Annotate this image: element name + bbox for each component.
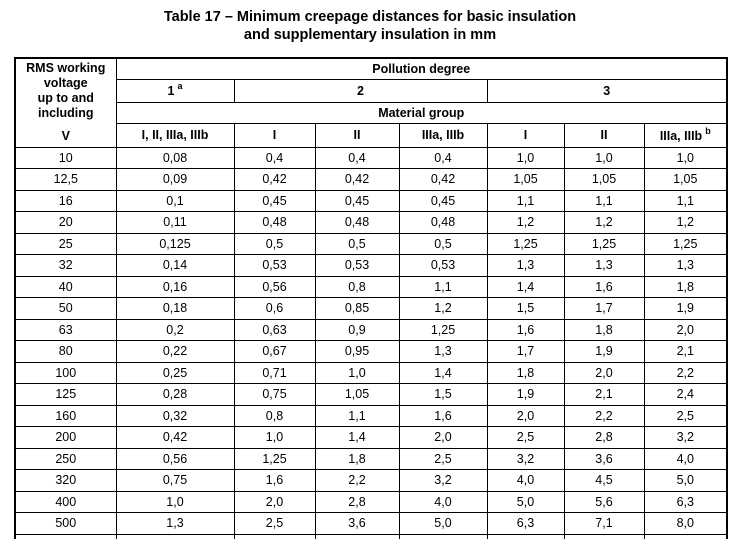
value-cell: 0,8 bbox=[234, 405, 315, 427]
value-cell: 2,0 bbox=[487, 405, 564, 427]
value-cell: 1,9 bbox=[644, 298, 727, 320]
value-cell: 2,2 bbox=[564, 405, 644, 427]
value-cell: 2,8 bbox=[315, 491, 399, 513]
table-row bbox=[15, 255, 727, 277]
value-cell: 0,1 bbox=[116, 190, 234, 212]
value-cell: 5,0 bbox=[644, 470, 727, 492]
voltage-cell: 12,5 bbox=[15, 169, 116, 191]
value-cell: 1,25 bbox=[564, 233, 644, 255]
table-row bbox=[15, 427, 727, 449]
footnote-marker-b: b bbox=[705, 125, 711, 136]
value-cell bbox=[315, 534, 399, 539]
value-cell: 1,1 bbox=[644, 190, 727, 212]
value-cell: 4,5 bbox=[564, 470, 644, 492]
value-cell: 1,8 bbox=[487, 362, 564, 384]
value-cell: 2,5 bbox=[399, 448, 487, 470]
voltage-cell: 400 bbox=[15, 491, 116, 513]
value-cell: 0,75 bbox=[116, 470, 234, 492]
value-cell: 2,0 bbox=[564, 362, 644, 384]
table-row bbox=[15, 491, 727, 513]
value-cell: 1,25 bbox=[487, 233, 564, 255]
value-cell: 1,8 bbox=[315, 448, 399, 470]
value-cell: 1,05 bbox=[487, 169, 564, 191]
value-cell: 1,1 bbox=[315, 405, 399, 427]
value-cell bbox=[399, 534, 487, 539]
material-group-header: Material group bbox=[116, 102, 727, 123]
value-cell: 1,8 bbox=[644, 276, 727, 298]
table-row bbox=[15, 212, 727, 234]
value-cell: 0,11 bbox=[116, 212, 234, 234]
value-cell: 1,05 bbox=[564, 169, 644, 191]
value-cell: 1,4 bbox=[487, 276, 564, 298]
value-cell: 2,5 bbox=[644, 405, 727, 427]
value-cell: 2,2 bbox=[315, 470, 399, 492]
value-cell: 2,4 bbox=[644, 384, 727, 406]
voltage-cell: 250 bbox=[15, 448, 116, 470]
value-cell: 0,56 bbox=[234, 276, 315, 298]
value-cell: 1,9 bbox=[564, 341, 644, 363]
table-row bbox=[15, 448, 727, 470]
value-cell: 0,56 bbox=[116, 448, 234, 470]
value-cell: 1,25 bbox=[399, 319, 487, 341]
pollution-degree-1-header bbox=[116, 79, 234, 102]
value-cell: 1,2 bbox=[644, 212, 727, 234]
table-title-line1: Table 17 – Minimum creepage distances for basic insulation bbox=[163, 9, 577, 25]
value-cell: 0,75 bbox=[234, 384, 315, 406]
value-cell: 0,71 bbox=[234, 362, 315, 384]
voltage-cell: 80 bbox=[15, 341, 116, 363]
material-group-col-3-header-label: II bbox=[353, 128, 361, 142]
value-cell: 0,42 bbox=[315, 169, 399, 191]
value-cell: 2,8 bbox=[564, 427, 644, 449]
voltage-cell: 25 bbox=[15, 233, 116, 255]
material-group-col-3-header bbox=[315, 123, 399, 147]
value-cell bbox=[564, 534, 644, 539]
value-cell: 0,48 bbox=[399, 212, 487, 234]
value-cell: 3,6 bbox=[315, 513, 399, 535]
voltage-cell: 320 bbox=[15, 470, 116, 492]
value-cell: 1,3 bbox=[487, 255, 564, 277]
value-cell: 0,5 bbox=[399, 233, 487, 255]
voltage-cell: 200 bbox=[15, 427, 116, 449]
table-row bbox=[15, 384, 727, 406]
value-cell: 0,32 bbox=[116, 405, 234, 427]
value-cell bbox=[644, 534, 727, 539]
value-cell: 1,1 bbox=[399, 276, 487, 298]
value-cell: 3,2 bbox=[644, 427, 727, 449]
value-cell: 2,0 bbox=[234, 491, 315, 513]
material-group-col-7-header-label: IIIa, IIIb bbox=[659, 129, 703, 144]
value-cell: 0,09 bbox=[116, 169, 234, 191]
value-cell: 4,0 bbox=[399, 491, 487, 513]
table-row bbox=[15, 233, 727, 255]
material-group-col-5-header-label: I bbox=[523, 128, 528, 142]
value-cell: 1,1 bbox=[564, 190, 644, 212]
value-cell: 1,3 bbox=[564, 255, 644, 277]
value-cell bbox=[116, 534, 234, 539]
pollution-degree-2-header bbox=[234, 79, 487, 102]
value-cell bbox=[487, 534, 564, 539]
value-cell: 1,9 bbox=[487, 384, 564, 406]
value-cell: 0,25 bbox=[116, 362, 234, 384]
value-cell: 0,9 bbox=[315, 319, 399, 341]
material-group-col-7-header bbox=[644, 123, 727, 147]
table-title bbox=[0, 0, 740, 44]
creepage-distance-table bbox=[14, 57, 728, 539]
rms-voltage-header-line: including bbox=[37, 106, 94, 121]
value-cell: 0,4 bbox=[315, 147, 399, 169]
rms-voltage-header-cell bbox=[15, 58, 116, 147]
value-cell: 2,1 bbox=[564, 384, 644, 406]
header-row-degrees bbox=[15, 79, 727, 102]
value-cell: 7,1 bbox=[564, 513, 644, 535]
value-cell: 0,6 bbox=[234, 298, 315, 320]
value-cell: 1,0 bbox=[644, 147, 727, 169]
material-group-col-6-header-label: II bbox=[600, 128, 608, 142]
material-group-col-2-header-label: I bbox=[272, 128, 277, 142]
value-cell: 0,45 bbox=[399, 190, 487, 212]
table-row bbox=[15, 513, 727, 535]
rms-voltage-header-line: RMS working bbox=[26, 61, 106, 76]
table-row bbox=[15, 341, 727, 363]
material-group-col-2-header bbox=[234, 123, 315, 147]
rms-voltage-header-line: voltage bbox=[43, 76, 88, 91]
value-cell: 2,0 bbox=[399, 427, 487, 449]
value-cell: 0,125 bbox=[116, 233, 234, 255]
value-cell: 1,2 bbox=[564, 212, 644, 234]
voltage-cell: 500 bbox=[15, 513, 116, 535]
table-row bbox=[15, 276, 727, 298]
value-cell: 2,5 bbox=[234, 513, 315, 535]
value-cell: 1,0 bbox=[564, 147, 644, 169]
value-cell: 1,2 bbox=[487, 212, 564, 234]
value-cell: 0,28 bbox=[116, 384, 234, 406]
value-cell: 1,05 bbox=[644, 169, 727, 191]
material-group-col-4-header-label: IIIa, IIIb bbox=[421, 128, 465, 142]
value-cell: 1,6 bbox=[564, 276, 644, 298]
table-row bbox=[15, 298, 727, 320]
table-title-line2: and supplementary insulation in mm bbox=[243, 27, 497, 43]
value-cell: 0,8 bbox=[315, 276, 399, 298]
value-cell: 1,5 bbox=[399, 384, 487, 406]
voltage-cell: 20 bbox=[15, 212, 116, 234]
value-cell: 1,8 bbox=[564, 319, 644, 341]
voltage-cell: 10 bbox=[15, 147, 116, 169]
value-cell: 0,14 bbox=[116, 255, 234, 277]
value-cell: 0,16 bbox=[116, 276, 234, 298]
value-cell: 0,08 bbox=[116, 147, 234, 169]
table-row bbox=[15, 319, 727, 341]
value-cell: 0,53 bbox=[234, 255, 315, 277]
voltage-cell: 40 bbox=[15, 276, 116, 298]
value-cell: 3,2 bbox=[399, 470, 487, 492]
value-cell: 1,25 bbox=[234, 448, 315, 470]
value-cell: 3,2 bbox=[487, 448, 564, 470]
value-cell: 0,4 bbox=[234, 147, 315, 169]
value-cell: 1,3 bbox=[644, 255, 727, 277]
value-cell: 1,6 bbox=[234, 470, 315, 492]
table-row bbox=[15, 405, 727, 427]
pollution-degree-header: Pollution degree bbox=[116, 58, 727, 79]
voltage-cell bbox=[15, 534, 116, 539]
value-cell: 1,25 bbox=[644, 233, 727, 255]
voltage-cell: 16 bbox=[15, 190, 116, 212]
value-cell: 2,1 bbox=[644, 341, 727, 363]
material-group-col-1-header-label: I, II, IIIa, IIIb bbox=[141, 128, 209, 142]
value-cell: 1,3 bbox=[116, 513, 234, 535]
material-group-col-1-header bbox=[116, 123, 234, 147]
voltage-cell: 63 bbox=[15, 319, 116, 341]
value-cell: 1,6 bbox=[399, 405, 487, 427]
value-cell: 2,5 bbox=[487, 427, 564, 449]
value-cell: 0,5 bbox=[315, 233, 399, 255]
value-cell: 1,7 bbox=[564, 298, 644, 320]
voltage-cell: 50 bbox=[15, 298, 116, 320]
value-cell: 0,42 bbox=[234, 169, 315, 191]
value-cell: 0,53 bbox=[399, 255, 487, 277]
value-cell: 1,0 bbox=[487, 147, 564, 169]
material-group-col-4-header bbox=[399, 123, 487, 147]
value-cell: 1,05 bbox=[315, 384, 399, 406]
value-cell: 1,0 bbox=[234, 427, 315, 449]
value-cell: 0,45 bbox=[234, 190, 315, 212]
footnote-marker-a: a bbox=[177, 81, 183, 92]
value-cell: 0,85 bbox=[315, 298, 399, 320]
value-cell: 0,48 bbox=[234, 212, 315, 234]
value-cell: 1,6 bbox=[487, 319, 564, 341]
value-cell: 1,7 bbox=[487, 341, 564, 363]
value-cell: 1,0 bbox=[315, 362, 399, 384]
table-row bbox=[15, 362, 727, 384]
value-cell: 6,3 bbox=[487, 513, 564, 535]
value-cell: 3,6 bbox=[564, 448, 644, 470]
material-group-col-6-header bbox=[564, 123, 644, 147]
voltage-unit-label: V bbox=[61, 129, 70, 144]
value-cell bbox=[234, 534, 315, 539]
material-group-col-5-header bbox=[487, 123, 564, 147]
voltage-cell: 160 bbox=[15, 405, 116, 427]
value-cell: 1,4 bbox=[399, 362, 487, 384]
value-cell: 0,18 bbox=[116, 298, 234, 320]
table-row bbox=[15, 190, 727, 212]
table-row bbox=[15, 470, 727, 492]
value-cell: 0,67 bbox=[234, 341, 315, 363]
value-cell: 0,5 bbox=[234, 233, 315, 255]
value-cell: 4,0 bbox=[644, 448, 727, 470]
pollution-degree-2-header-label: 2 bbox=[357, 83, 364, 98]
value-cell: 0,53 bbox=[315, 255, 399, 277]
value-cell: 0,22 bbox=[116, 341, 234, 363]
value-cell: 0,2 bbox=[116, 319, 234, 341]
value-cell: 0,45 bbox=[315, 190, 399, 212]
rms-voltage-header-line: up to and bbox=[37, 91, 94, 106]
voltage-cell: 32 bbox=[15, 255, 116, 277]
value-cell: 1,1 bbox=[487, 190, 564, 212]
value-cell: 1,0 bbox=[116, 491, 234, 513]
value-cell: 2,2 bbox=[644, 362, 727, 384]
table-row-clipped bbox=[15, 534, 727, 539]
value-cell: 4,0 bbox=[487, 470, 564, 492]
value-cell: 0,63 bbox=[234, 319, 315, 341]
value-cell: 0,42 bbox=[116, 427, 234, 449]
header-row-pollution-degree bbox=[15, 58, 727, 79]
pollution-degree-1-header-label: 1 bbox=[167, 84, 175, 99]
value-cell: 0,48 bbox=[315, 212, 399, 234]
value-cell: 0,4 bbox=[399, 147, 487, 169]
value-cell: 0,95 bbox=[315, 341, 399, 363]
value-cell: 0,42 bbox=[399, 169, 487, 191]
value-cell: 8,0 bbox=[644, 513, 727, 535]
header-row-material-group bbox=[15, 102, 727, 123]
value-cell: 1,3 bbox=[399, 341, 487, 363]
header-row-groups bbox=[15, 123, 727, 147]
value-cell: 5,6 bbox=[564, 491, 644, 513]
pollution-degree-3-header-label: 3 bbox=[603, 83, 611, 98]
value-cell: 1,2 bbox=[399, 298, 487, 320]
table-row bbox=[15, 169, 727, 191]
voltage-cell: 100 bbox=[15, 362, 116, 384]
value-cell: 5,0 bbox=[399, 513, 487, 535]
value-cell: 1,5 bbox=[487, 298, 564, 320]
value-cell: 1,4 bbox=[315, 427, 399, 449]
value-cell: 2,0 bbox=[644, 319, 727, 341]
pollution-degree-3-header bbox=[487, 79, 727, 102]
value-cell: 6,3 bbox=[644, 491, 727, 513]
voltage-cell: 125 bbox=[15, 384, 116, 406]
value-cell: 5,0 bbox=[487, 491, 564, 513]
table-row bbox=[15, 147, 727, 169]
